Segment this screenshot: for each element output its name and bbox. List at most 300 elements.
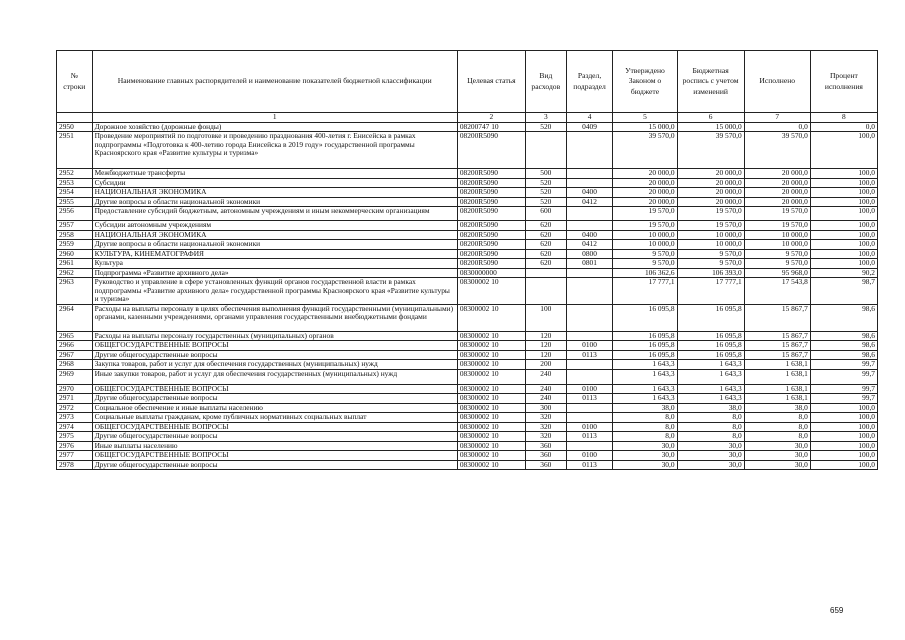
- row-percent: 100,0: [810, 422, 877, 432]
- table-row: [57, 384, 878, 394]
- row-section: [566, 369, 613, 384]
- row-target-article: 08200R5090: [457, 178, 525, 188]
- col-header-approved: Утверждено Законом о бюджете: [613, 51, 677, 113]
- row-number: 2956: [57, 207, 93, 221]
- row-name: Другие общегосударственные вопросы: [92, 432, 457, 442]
- row-executed: 17 543,8: [744, 278, 810, 305]
- row-name: ОБЩЕГОСУДАРСТВЕННЫЕ ВОПРОСЫ: [92, 341, 457, 351]
- row-section: [566, 331, 613, 341]
- col-header-name: Наименование главных распорядителей и наименование показателей бюджетной классификации: [92, 51, 457, 113]
- row-number: 2974: [57, 422, 93, 432]
- row-number: 2959: [57, 240, 93, 250]
- row-section: [566, 360, 613, 370]
- row-target-article: 08300002 10: [457, 304, 525, 331]
- table-row: [57, 249, 878, 259]
- row-approved: 16 095,8: [613, 331, 677, 341]
- row-schedule: 16 095,8: [677, 341, 744, 351]
- row-target-article: 08300002 10: [457, 460, 525, 470]
- column-number: 6: [677, 113, 744, 123]
- row-name: Другие общегосударственные вопросы: [92, 350, 457, 360]
- column-number: [57, 113, 93, 123]
- row-section: [566, 403, 613, 413]
- row-schedule: 9 570,0: [677, 259, 744, 269]
- table-row: [57, 341, 878, 351]
- row-approved: 8,0: [613, 422, 677, 432]
- row-executed: 20 000,0: [744, 188, 810, 198]
- row-approved: 38,0: [613, 403, 677, 413]
- row-executed: 15 867,7: [744, 331, 810, 341]
- row-approved: 9 570,0: [613, 249, 677, 259]
- row-number: 2953: [57, 178, 93, 188]
- row-target-article: 08300002 10: [457, 369, 525, 384]
- col-header-section: Раздел, подраздел: [566, 51, 613, 113]
- row-number: 2978: [57, 460, 93, 470]
- row-target-article: 08300002 10: [457, 451, 525, 461]
- row-target-article: 08300002 10: [457, 422, 525, 432]
- row-target-article: 08300002 10: [457, 331, 525, 341]
- row-target-article: 08200R5090: [457, 132, 525, 169]
- row-schedule: 1 643,3: [677, 360, 744, 370]
- row-percent: 99,7: [810, 360, 877, 370]
- row-approved: 16 095,8: [613, 341, 677, 351]
- col-header-schedule: Бюджетная роспись с учетом изменений: [677, 51, 744, 113]
- table-row: [57, 432, 878, 442]
- row-schedule: 9 570,0: [677, 249, 744, 259]
- row-section: [566, 413, 613, 423]
- row-name: ОБЩЕГОСУДАРСТВЕННЫЕ ВОПРОСЫ: [92, 384, 457, 394]
- row-executed: 1 638,1: [744, 394, 810, 404]
- row-number: 2963: [57, 278, 93, 305]
- table-row: [57, 122, 878, 132]
- row-section: 0412: [566, 240, 613, 250]
- row-percent: 90,2: [810, 268, 877, 278]
- row-expense-type: 240: [525, 394, 566, 404]
- row-name: Другие вопросы в области национальной экономики: [92, 197, 457, 207]
- row-section: 0801: [566, 259, 613, 269]
- row-name: Другие общегосударственные вопросы: [92, 394, 457, 404]
- row-number: 2976: [57, 441, 93, 451]
- row-percent: 98,6: [810, 341, 877, 351]
- column-number: 5: [613, 113, 677, 123]
- col-header-target: Целевая статья: [457, 51, 525, 113]
- row-executed: 20 000,0: [744, 178, 810, 188]
- row-target-article: 08300002 10: [457, 413, 525, 423]
- table-row: [57, 394, 878, 404]
- row-section: [566, 169, 613, 179]
- row-target-article: 08300002 10: [457, 432, 525, 442]
- column-number: 8: [810, 113, 877, 123]
- row-percent: 100,0: [810, 169, 877, 179]
- row-target-article: 08300002 10: [457, 278, 525, 305]
- row-approved: 106 362,6: [613, 268, 677, 278]
- table-row: [57, 230, 878, 240]
- table-row: [57, 278, 878, 305]
- row-target-article: 08300002 10: [457, 341, 525, 351]
- row-expense-type: 620: [525, 221, 566, 231]
- row-number: 2958: [57, 230, 93, 240]
- row-percent: 100,0: [810, 451, 877, 461]
- row-target-article: 08200R5090: [457, 169, 525, 179]
- row-executed: 1 638,1: [744, 360, 810, 370]
- row-schedule: 19 570,0: [677, 221, 744, 231]
- row-percent: 100,0: [810, 132, 877, 169]
- row-number: 2954: [57, 188, 93, 198]
- row-name: Закупка товаров, работ и услуг для обеспечения государственных (муниципальных) нужд: [92, 360, 457, 370]
- row-executed: 30,0: [744, 460, 810, 470]
- table-row: [57, 360, 878, 370]
- row-section: 0800: [566, 249, 613, 259]
- row-name: ОБЩЕГОСУДАРСТВЕННЫЕ ВОПРОСЫ: [92, 451, 457, 461]
- row-schedule: 1 643,3: [677, 394, 744, 404]
- row-executed: 9 570,0: [744, 249, 810, 259]
- row-section: [566, 268, 613, 278]
- row-percent: 100,0: [810, 413, 877, 423]
- row-schedule: 20 000,0: [677, 178, 744, 188]
- table-row: [57, 268, 878, 278]
- row-number: 2966: [57, 341, 93, 351]
- table-row: [57, 451, 878, 461]
- row-percent: 98,6: [810, 350, 877, 360]
- row-executed: 15 867,7: [744, 341, 810, 351]
- column-number: 7: [744, 113, 810, 123]
- row-expense-type: 240: [525, 384, 566, 394]
- column-number: 3: [525, 113, 566, 123]
- table-row: [57, 207, 878, 221]
- page-number: 659: [830, 606, 844, 615]
- row-target-article: 08300002 10: [457, 384, 525, 394]
- row-schedule: 30,0: [677, 441, 744, 451]
- row-approved: 17 777,1: [613, 278, 677, 305]
- row-number: 2965: [57, 331, 93, 341]
- table-row: [57, 178, 878, 188]
- row-approved: 15 000,0: [613, 122, 677, 132]
- row-approved: 1 643,3: [613, 384, 677, 394]
- row-percent: 100,0: [810, 240, 877, 250]
- row-approved: 10 000,0: [613, 240, 677, 250]
- row-name: Культура: [92, 259, 457, 269]
- row-number: 2975: [57, 432, 93, 442]
- row-name: КУЛЬТУРА, КИНЕМАТОГРАФИЯ: [92, 249, 457, 259]
- row-approved: 20 000,0: [613, 169, 677, 179]
- row-number: 2973: [57, 413, 93, 423]
- row-target-article: 08200R5090: [457, 207, 525, 221]
- row-schedule: 1 643,3: [677, 384, 744, 394]
- row-name: Подпрограмма «Развитие архивного дела»: [92, 268, 457, 278]
- row-executed: 10 000,0: [744, 230, 810, 240]
- table-row: [57, 369, 878, 384]
- row-expense-type: 620: [525, 259, 566, 269]
- row-section: [566, 441, 613, 451]
- row-name: Расходы на выплаты персоналу в целях обеспечения выполнения функций государственными (муниципальными) органами, казенными учреждениями, органами управления государственными внебюджетными фондами: [92, 304, 457, 331]
- row-name: НАЦИОНАЛЬНАЯ ЭКОНОМИКА: [92, 188, 457, 198]
- row-number: 2951: [57, 132, 93, 169]
- row-target-article: 08200R5090: [457, 188, 525, 198]
- row-expense-type: 320: [525, 432, 566, 442]
- row-percent: 99,7: [810, 384, 877, 394]
- row-percent: 100,0: [810, 197, 877, 207]
- row-number: 2957: [57, 221, 93, 231]
- row-executed: 30,0: [744, 441, 810, 451]
- row-number: 2964: [57, 304, 93, 331]
- row-section: 0100: [566, 341, 613, 351]
- table-body: [57, 122, 878, 470]
- header-row: [57, 51, 878, 113]
- row-target-article: 08200747 10: [457, 122, 525, 132]
- row-schedule: 16 095,8: [677, 304, 744, 331]
- table-row: [57, 259, 878, 269]
- row-target-article: 08300002 10: [457, 394, 525, 404]
- row-approved: 1 643,3: [613, 369, 677, 384]
- row-target-article: 08300002 10: [457, 360, 525, 370]
- row-number: 2960: [57, 249, 93, 259]
- row-name: Расходы на выплаты персоналу государственных (муниципальных) органов: [92, 331, 457, 341]
- row-section: 0409: [566, 122, 613, 132]
- row-number: 2972: [57, 403, 93, 413]
- row-name: Субсидии автономным учреждениям: [92, 221, 457, 231]
- row-number: 2952: [57, 169, 93, 179]
- row-number: 2950: [57, 122, 93, 132]
- row-approved: 19 570,0: [613, 221, 677, 231]
- row-approved: 19 570,0: [613, 207, 677, 221]
- row-approved: 20 000,0: [613, 197, 677, 207]
- row-number: 2977: [57, 451, 93, 461]
- row-expense-type: 120: [525, 331, 566, 341]
- row-executed: 95 968,0: [744, 268, 810, 278]
- row-percent: 100,0: [810, 178, 877, 188]
- row-schedule: 1 643,3: [677, 369, 744, 384]
- row-name: Руководство и управление в сфере установленных функций органов государственной власти в рамках подпрограммы «Развитие архивного дела» государственной программы Красноярского края «Развитие культуры и туризма»: [92, 278, 457, 305]
- row-section: 0113: [566, 460, 613, 470]
- row-target-article: 08300002 10: [457, 350, 525, 360]
- row-executed: 8,0: [744, 432, 810, 442]
- row-section: 0113: [566, 394, 613, 404]
- col-header-row-no: № строки: [57, 51, 93, 113]
- row-percent: 98,7: [810, 278, 877, 305]
- row-section: 0412: [566, 197, 613, 207]
- row-number: 2968: [57, 360, 93, 370]
- row-approved: 8,0: [613, 413, 677, 423]
- row-name: Проведение мероприятий по подготовке и проведению празднования 400-летия г. Енисейска в рамках подпрограммы «Подготовка к 400-летию города Енисейска в 2019 году» государственной программы Красноярского края «Развитие культуры и туризма»: [92, 132, 457, 169]
- row-target-article: 0830000000: [457, 268, 525, 278]
- row-target-article: 08200R5090: [457, 230, 525, 240]
- table-row: [57, 169, 878, 179]
- row-section: [566, 178, 613, 188]
- row-approved: 30,0: [613, 460, 677, 470]
- row-executed: 1 638,1: [744, 384, 810, 394]
- row-number: 2970: [57, 384, 93, 394]
- table-row: [57, 240, 878, 250]
- row-executed: 1 638,1: [744, 369, 810, 384]
- row-expense-type: [525, 132, 566, 169]
- row-expense-type: 360: [525, 451, 566, 461]
- row-expense-type: 240: [525, 369, 566, 384]
- row-section: 0100: [566, 451, 613, 461]
- row-approved: 20 000,0: [613, 188, 677, 198]
- row-expense-type: 300: [525, 403, 566, 413]
- row-percent: 100,0: [810, 188, 877, 198]
- row-executed: 15 867,7: [744, 304, 810, 331]
- row-schedule: 17 777,1: [677, 278, 744, 305]
- table-row: [57, 304, 878, 331]
- row-schedule: 8,0: [677, 422, 744, 432]
- row-target-article: 08300002 10: [457, 441, 525, 451]
- row-section: 0113: [566, 432, 613, 442]
- row-executed: 39 570,0: [744, 132, 810, 169]
- row-executed: 30,0: [744, 451, 810, 461]
- table-row: [57, 132, 878, 169]
- row-expense-type: 100: [525, 304, 566, 331]
- row-percent: 100,0: [810, 432, 877, 442]
- row-section: [566, 304, 613, 331]
- row-expense-type: 520: [525, 197, 566, 207]
- row-expense-type: 500: [525, 169, 566, 179]
- table-row: [57, 350, 878, 360]
- row-name: Субсидии: [92, 178, 457, 188]
- row-section: [566, 221, 613, 231]
- row-schedule: 30,0: [677, 460, 744, 470]
- row-name: Социальное обеспечение и иные выплаты населению: [92, 403, 457, 413]
- row-percent: 100,0: [810, 259, 877, 269]
- row-schedule: 20 000,0: [677, 197, 744, 207]
- row-expense-type: [525, 268, 566, 278]
- row-expense-type: 360: [525, 460, 566, 470]
- table-row: [57, 441, 878, 451]
- row-section: 0100: [566, 422, 613, 432]
- row-approved: 1 643,3: [613, 394, 677, 404]
- row-executed: 0,0: [744, 122, 810, 132]
- row-approved: 30,0: [613, 451, 677, 461]
- row-target-article: 08200R5090: [457, 240, 525, 250]
- row-approved: 30,0: [613, 441, 677, 451]
- row-expense-type: 120: [525, 350, 566, 360]
- col-header-executed: Исполнено: [744, 51, 810, 113]
- row-section: [566, 132, 613, 169]
- col-header-exp-type: Вид расходов: [525, 51, 566, 113]
- row-number: 2962: [57, 268, 93, 278]
- row-expense-type: 320: [525, 422, 566, 432]
- row-executed: 10 000,0: [744, 240, 810, 250]
- table-row: [57, 188, 878, 198]
- row-executed: 8,0: [744, 413, 810, 423]
- row-executed: 19 570,0: [744, 207, 810, 221]
- row-expense-type: 520: [525, 122, 566, 132]
- row-expense-type: 360: [525, 441, 566, 451]
- row-percent: 99,7: [810, 394, 877, 404]
- row-name: НАЦИОНАЛЬНАЯ ЭКОНОМИКА: [92, 230, 457, 240]
- row-number: 2961: [57, 259, 93, 269]
- row-approved: 20 000,0: [613, 178, 677, 188]
- table-row: [57, 221, 878, 231]
- row-section: [566, 207, 613, 221]
- row-name: Межбюджетные трансферты: [92, 169, 457, 179]
- row-expense-type: 600: [525, 207, 566, 221]
- row-approved: 10 000,0: [613, 230, 677, 240]
- row-approved: 16 095,8: [613, 350, 677, 360]
- row-schedule: 39 570,0: [677, 132, 744, 169]
- row-expense-type: 620: [525, 230, 566, 240]
- row-schedule: 106 393,0: [677, 268, 744, 278]
- row-percent: 100,0: [810, 460, 877, 470]
- row-number: 2971: [57, 394, 93, 404]
- row-approved: 16 095,8: [613, 304, 677, 331]
- table-row: [57, 403, 878, 413]
- row-name: Другие общегосударственные вопросы: [92, 460, 457, 470]
- row-percent: 98,6: [810, 304, 877, 331]
- row-section: 0113: [566, 350, 613, 360]
- row-approved: 9 570,0: [613, 259, 677, 269]
- row-expense-type: 320: [525, 413, 566, 423]
- row-expense-type: [525, 278, 566, 305]
- row-section: 0100: [566, 384, 613, 394]
- row-executed: 20 000,0: [744, 169, 810, 179]
- column-number: 2: [457, 113, 525, 123]
- row-expense-type: 200: [525, 360, 566, 370]
- table-row: [57, 460, 878, 470]
- row-percent: 0,0: [810, 122, 877, 132]
- row-name: Социальные выплаты гражданам, кроме публичных нормативных социальных выплат: [92, 413, 457, 423]
- table-row: [57, 331, 878, 341]
- col-header-percent: Процент исполнения: [810, 51, 877, 113]
- row-number: 2955: [57, 197, 93, 207]
- row-percent: 100,0: [810, 221, 877, 231]
- row-target-article: 08300002 10: [457, 403, 525, 413]
- row-approved: 8,0: [613, 432, 677, 442]
- row-schedule: 30,0: [677, 451, 744, 461]
- row-percent: 100,0: [810, 403, 877, 413]
- row-target-article: 08200R5090: [457, 197, 525, 207]
- row-expense-type: 620: [525, 249, 566, 259]
- row-target-article: 08200R5090: [457, 249, 525, 259]
- row-schedule: 38,0: [677, 403, 744, 413]
- row-approved: 1 643,3: [613, 360, 677, 370]
- row-section: 0400: [566, 230, 613, 240]
- budget-table: [56, 50, 878, 470]
- row-schedule: 19 570,0: [677, 207, 744, 221]
- row-percent: 99,7: [810, 369, 877, 384]
- row-number: 2967: [57, 350, 93, 360]
- row-schedule: 15 000,0: [677, 122, 744, 132]
- row-executed: 8,0: [744, 422, 810, 432]
- row-name: Предоставление субсидий бюджетным, автономным учреждениям и иным некоммерческим организациям: [92, 207, 457, 221]
- row-executed: 9 570,0: [744, 259, 810, 269]
- row-executed: 20 000,0: [744, 197, 810, 207]
- row-name: ОБЩЕГОСУДАРСТВЕННЫЕ ВОПРОСЫ: [92, 422, 457, 432]
- column-number: 1: [92, 113, 457, 123]
- row-schedule: 8,0: [677, 413, 744, 423]
- row-name: Иные выплаты населению: [92, 441, 457, 451]
- row-schedule: 20 000,0: [677, 169, 744, 179]
- table-row: [57, 413, 878, 423]
- table-row: [57, 422, 878, 432]
- table-row: [57, 197, 878, 207]
- column-number-row: [57, 113, 878, 123]
- row-section: [566, 278, 613, 305]
- row-schedule: 20 000,0: [677, 188, 744, 198]
- row-percent: 98,6: [810, 331, 877, 341]
- row-percent: 100,0: [810, 207, 877, 221]
- row-percent: 100,0: [810, 249, 877, 259]
- row-schedule: 16 095,8: [677, 331, 744, 341]
- row-name: Другие вопросы в области национальной экономики: [92, 240, 457, 250]
- column-number: 4: [566, 113, 613, 123]
- row-schedule: 10 000,0: [677, 240, 744, 250]
- row-number: 2969: [57, 369, 93, 384]
- row-executed: 15 867,7: [744, 350, 810, 360]
- row-expense-type: 520: [525, 188, 566, 198]
- row-expense-type: 120: [525, 341, 566, 351]
- row-target-article: 08200R5090: [457, 221, 525, 231]
- row-name: Дорожное хозяйство (дорожные фонды): [92, 122, 457, 132]
